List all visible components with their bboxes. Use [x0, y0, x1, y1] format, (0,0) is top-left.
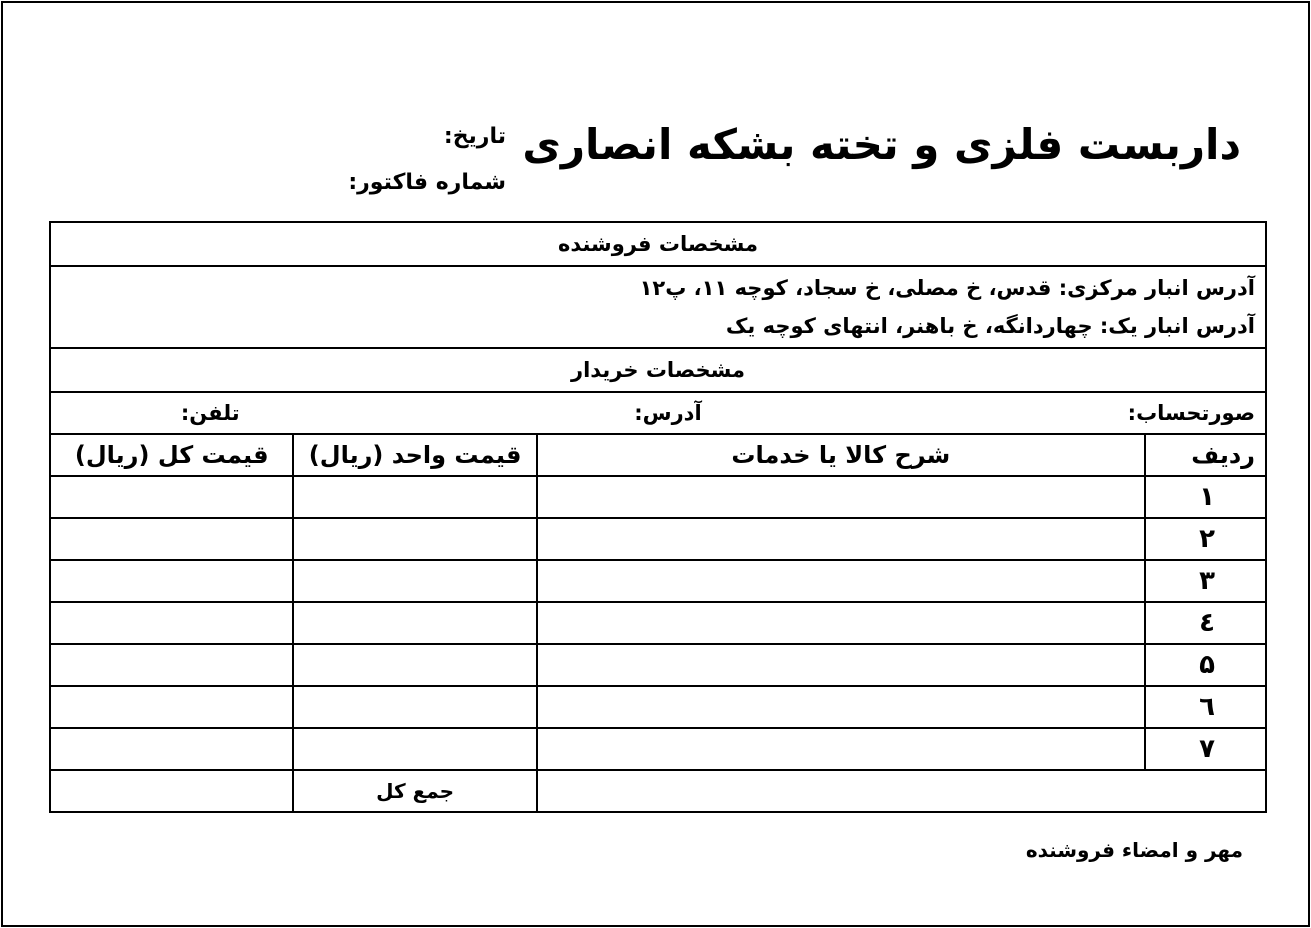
table-header-row	[50, 434, 1266, 476]
buyer-fields	[50, 392, 1266, 434]
unit-price-cell[interactable]	[293, 686, 536, 728]
description-cell[interactable]	[537, 560, 1145, 602]
description-cell[interactable]	[537, 644, 1145, 686]
date-label: تاریخ:	[443, 124, 506, 149]
unit-price-cell[interactable]	[293, 728, 536, 770]
central-warehouse-address: آدرس انبار مرکزی: قدس، خ مصلی، خ سجاد، کوچه ۱۱، پ۱۲	[639, 276, 1255, 300]
unit-price-cell[interactable]	[293, 560, 536, 602]
unit-price-cell[interactable]	[293, 476, 536, 518]
seller-signature-label: مهر و امضاء فروشنده	[1025, 838, 1243, 862]
unit-price-cell[interactable]	[293, 518, 536, 560]
row-number: ٤	[1145, 602, 1266, 644]
grand-total-row	[50, 770, 1266, 812]
description-cell[interactable]	[537, 602, 1145, 644]
row-number: ۱	[1145, 476, 1266, 518]
description-cell[interactable]	[537, 476, 1145, 518]
total-price-cell[interactable]	[50, 644, 293, 686]
grand-total-label: جمع کل	[293, 770, 536, 812]
header-description: شرح کالا یا خدمات	[537, 434, 1145, 476]
total-price-cell[interactable]	[50, 602, 293, 644]
unit-price-cell[interactable]	[293, 602, 536, 644]
grand-total-value-cell[interactable]	[50, 770, 293, 812]
company-title: داربست فلزی و تخته بشکه انصاری	[522, 120, 1241, 169]
row-number: ۳	[1145, 560, 1266, 602]
buyer-heading: مشخصات خریدار	[50, 348, 1266, 392]
phone-label: تلفن:	[180, 401, 240, 425]
table-row	[50, 728, 1266, 770]
header-total-price: قیمت کل (ریال)	[50, 434, 293, 476]
seller-addresses	[50, 266, 1266, 348]
header-unit-price: قیمت واحد (ریال)	[293, 434, 536, 476]
description-cell[interactable]	[537, 728, 1145, 770]
total-price-cell[interactable]	[50, 476, 293, 518]
description-cell[interactable]	[537, 518, 1145, 560]
table-row	[50, 686, 1266, 728]
header-row-number: ردیف	[1145, 434, 1266, 476]
account-label: صورتحساب:	[1127, 401, 1255, 425]
table-row	[50, 518, 1266, 560]
table-row	[50, 476, 1266, 518]
row-number: ۷	[1145, 728, 1266, 770]
warehouse-one-address: آدرس انبار یک: چهاردانگه، خ باهنر، انتهای کوچه یک	[725, 314, 1255, 338]
table-row	[50, 644, 1266, 686]
row-number: ۲	[1145, 518, 1266, 560]
grand-total-blank	[537, 770, 1266, 812]
row-number: ۵	[1145, 644, 1266, 686]
unit-price-cell[interactable]	[293, 644, 536, 686]
description-cell[interactable]	[537, 686, 1145, 728]
table-row	[50, 602, 1266, 644]
total-price-cell[interactable]	[50, 728, 293, 770]
total-price-cell[interactable]	[50, 518, 293, 560]
table-row	[50, 560, 1266, 602]
total-price-cell[interactable]	[50, 560, 293, 602]
address-label: آدرس:	[634, 401, 702, 425]
invoice-table	[49, 221, 1267, 813]
row-number: ٦	[1145, 686, 1266, 728]
total-price-cell[interactable]	[50, 686, 293, 728]
invoice-number-label: شماره فاکتور:	[348, 170, 506, 195]
seller-heading: مشخصات فروشنده	[50, 222, 1266, 266]
